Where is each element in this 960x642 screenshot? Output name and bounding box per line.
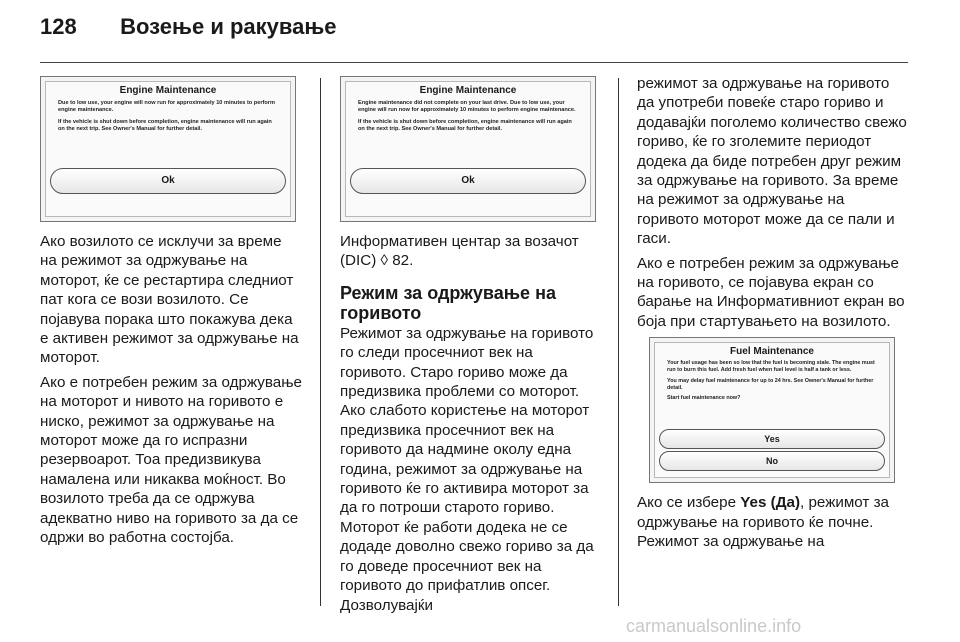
header-rule: [40, 62, 908, 63]
screen-message: [655, 358, 889, 402]
page-number: 128: [40, 14, 77, 39]
paragraph: Ако е потребен режим за одржување на горивото, се појавува екран со барање на Информативниот екран во боја при стартувањето на возилото.: [637, 254, 905, 330]
column-divider: [618, 78, 619, 606]
screen-text: Your fuel usage has been so low that the fuel is becoming stale. The engine must run to burn this fuel. Add fresh fuel when fuel level is half a tank or less.: [667, 360, 875, 374]
paragraph: Ако возилото се исклучи за време на режимот за одржување на моторот, ќе се рестартира следниот пат кога се вози возилото. Се појавува порака што покажува дека е активен режимот за одржување на моторот.: [40, 233, 299, 367]
fuel-maintenance-screen: [649, 337, 895, 483]
paragraph: [637, 493, 907, 551]
ok-button[interactable]: Ok: [50, 168, 286, 194]
screen-title: Fuel Maintenance: [730, 346, 814, 358]
page-title: Возење и ракување: [120, 14, 337, 39]
column-2: [340, 74, 602, 620]
screen-text: If the vehicle is shut down before completion, engine maintenance will run again on the next trip. See Owner's Manual for further detail.: [358, 119, 572, 132]
column-divider: [320, 78, 321, 606]
screen-display: [345, 81, 591, 217]
page-header: [40, 14, 337, 40]
section-heading: Режим за одржување на горивото: [340, 282, 556, 323]
screen-message: [346, 97, 590, 133]
ok-button[interactable]: Ok: [350, 168, 586, 194]
screen-message: [46, 97, 290, 133]
text-run: , режимот за одржување на горивото ќе почне. Режимот за одржување на: [637, 494, 889, 551]
screen-text: Engine maintenance did not complete on your last drive. Due to low use, your engine will run now for approximately 10 minutes to perform engine maintenance.: [358, 100, 576, 113]
screen-display: [45, 81, 291, 217]
column-3: [637, 74, 907, 557]
screen-text: Start fuel maintenance now?: [667, 395, 741, 402]
paragraph: Информативен центар за возачот (DIC) ◊ 82.: [340, 233, 579, 270]
screen-text: Due to low use, your engine will now run for approximately 10 minutes to perform engine maintenance.: [58, 100, 275, 113]
engine-maintenance-screen: [340, 76, 596, 222]
no-button[interactable]: No: [659, 451, 885, 471]
paragraph: Ако е потребен режим за одржување на моторот и нивото на горивото е ниско, режимот за одржување на моторот може да го испразни резервоарот. Тоа предизвикува намалена или никаква моќност. Во возилото треба да се одржува адекватно ниво на горивото за да се одржи во работна состојба.: [40, 373, 303, 547]
screen-display: [654, 342, 890, 478]
yes-option-label: Yes (Да): [740, 494, 801, 512]
screen-text: If the vehicle is shut down before completion, engine maintenance will run again on the next trip. See Owner's Manual for further detail.: [58, 119, 272, 132]
engine-maintenance-screen: [40, 76, 296, 222]
yes-button[interactable]: Yes: [659, 429, 885, 449]
screen-title: Engine Maintenance: [419, 85, 517, 96]
paragraph: Режимот за одржување на горивото го следи просечниот век на горивото. Старо гориво може да предизвика проблеми со моторот. Ако слабото користење на моторот предизвика просечниот век на горивото да надмине околу една година, режимот за одржување на горивото ќе го активира моторот за да го потроши старото гориво. Моторот ќе работи додека не се додаде доволно свежо гориво за да го доведе просечниот век на горивото до прифатлив опсег. Дозволувајќи: [340, 324, 594, 614]
screen-title: Engine Maintenance: [119, 85, 217, 96]
paragraph: режимот за одржување на горивото да употреби повеќе старо гориво и додавајќи поголемо количество свежо гориво, ќе го зголемите периодот додека да биде потребен друг режим за одржување на горивото. За време на режимот за одржување на горивото моторот може да се пали и гаси.: [637, 75, 907, 248]
column-1: [40, 74, 302, 553]
watermark: carmanualsonline.info: [626, 616, 802, 636]
screen-text: You may delay fuel maintenance for up to 24 hrs. See Owner's Manual for further detail.: [667, 377, 874, 391]
text-run: Ако се избере: [637, 494, 741, 512]
